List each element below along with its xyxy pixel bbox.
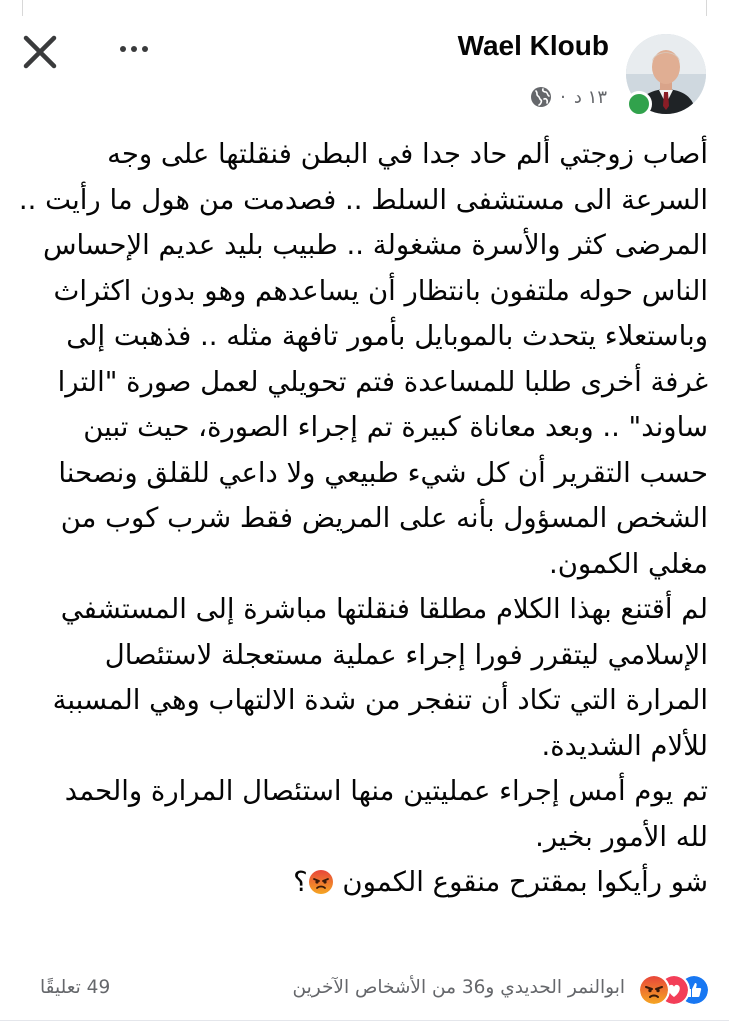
post-line: المرضى كثر والأسرة مشغولة .. طبيب بليد عديم الإحساس: [42, 229, 708, 261]
post-line: الشخص المسؤول بأنه على المريض فقط شرب كوب من: [60, 502, 708, 534]
bottom-divider: [0, 1020, 729, 1021]
reaction-icons[interactable]: [636, 974, 710, 1004]
post-line-last: [18, 860, 708, 906]
post-last-text: شو رأيكوا بمقترح منقوع الكمون: [342, 866, 708, 898]
comments-count[interactable]: 49 تعليقًا: [40, 977, 111, 998]
close-icon: [18, 30, 62, 74]
post-line: مغلي الكمون.: [548, 547, 708, 580]
more-options-button[interactable]: [116, 34, 156, 64]
post-footer: [0, 964, 729, 1014]
post-line: غرفة أخرى طلبا للمساعدة فتم تحويلي لعمل صورة "الترا: [57, 365, 708, 398]
post-line: تم يوم أمس إجراء عمليتين منها استئصال المرارة والحمد: [64, 775, 708, 807]
online-status-indicator: [626, 91, 652, 117]
post-line: أصاب زوجتي ألم حاد جدا في البطن فنقلتها على وجه: [107, 138, 708, 170]
post-text: [18, 132, 708, 906]
post-line: وباستعلاء يتحدث بالموبايل بأمور تافهة مثله .. فذهبت إلى: [66, 320, 708, 352]
reactions-summary[interactable]: ابوالنمر الحديدي و36 من الأشخاص الآخرين: [292, 977, 625, 998]
post-line: للألام الشديدة.: [541, 729, 708, 762]
post-line: المرارة التي تكاد أن تنفجر من شدة الالتهاب وهي المسببة: [52, 684, 708, 716]
post-line: لم أقتنع بهذا الكلام مطلقا فنقلتها مباشرة إلى المستشفي: [60, 593, 708, 625]
close-button[interactable]: [18, 30, 62, 74]
meta-separator: ·: [560, 86, 566, 108]
post-timestamp[interactable]: ١٣ د: [573, 86, 607, 108]
post-meta: [530, 86, 607, 108]
angry-emoji-icon: [308, 869, 334, 895]
post-line: الناس حوله ملتفون بانتظار أن يساعدهم وهو بدون اكثراث: [53, 274, 708, 307]
post-last-punct: ؟: [293, 866, 308, 898]
post-line: الإسلامي ليتقرر فورا إجراء عملية مستعجلة لاستئصال: [104, 638, 708, 671]
top-border: [0, 0, 729, 16]
post-line: لله الأمور بخير.: [535, 820, 708, 853]
post-line: حسب التقرير أن كل شيء طبيعي ولا داعي للقلق ونصحنا: [58, 456, 708, 489]
post-line: ساوند" .. وبعد معاناة كبيرة تم إجراء الصورة، حيث تبين: [83, 411, 708, 443]
angry-icon: [638, 974, 670, 1006]
author-name[interactable]: Wael Kloub: [457, 30, 609, 61]
globe-icon[interactable]: [530, 86, 552, 108]
post-line: السرعة الى مستشفى السلط .. فصدمت من هول ما رأيت ..: [18, 183, 708, 216]
